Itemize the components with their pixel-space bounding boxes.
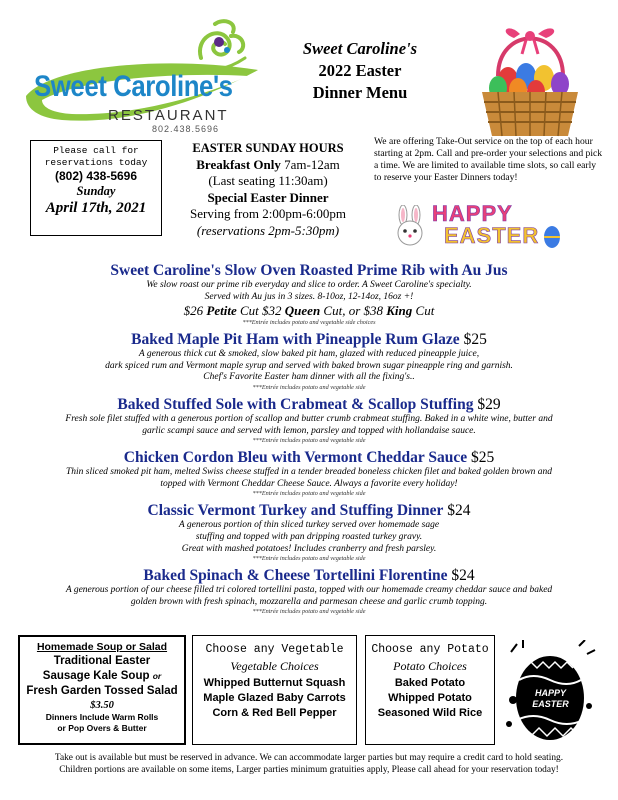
vegetable-item: Whipped Butternut Squash [203, 677, 346, 689]
menu-item-turkey [18, 502, 600, 563]
entree-note: ***Entrée includes potato and vegetable side [252, 383, 366, 391]
item-title: Chicken Cordon Bleu with Vermont Cheddar Sauce $25 [123, 449, 495, 467]
vegetable-box [192, 635, 357, 745]
potato-item: Seasoned Wild Rice [377, 707, 483, 719]
restaurant-logo [22, 18, 252, 134]
item-desc: dark spiced rum and Vermont maple syrup and served with baked brown sugar pineapple ring and garnish. [105, 360, 513, 371]
menu-title [265, 38, 455, 104]
hours-breakfast: Breakfast Only 7am-12am [196, 156, 340, 172]
entree-note: ***Entrée includes potato and vegetable side [252, 437, 366, 445]
reservation-date: April 17th, 2021 [45, 200, 147, 216]
item-desc: garlic scampi sauce and served with lemon, parsley and topped with hollandaise sauce. [142, 425, 476, 436]
happy-word: HAPPY [432, 201, 513, 226]
item-desc: Thin sliced smoked pit ham, melted Swiss cheese stuffed in a tender breaded boneless chicken filet and baked golden brown and [65, 467, 553, 478]
logo-phone: 802.438.5696 [152, 124, 220, 134]
footer-note [18, 752, 600, 776]
reservation-box [30, 140, 162, 236]
title-line2: 2022 Easter [318, 61, 402, 80]
potato-heading: Choose any Potato [371, 643, 489, 656]
reservation-line2: reservations today [44, 157, 148, 168]
bunny-icon [390, 205, 430, 249]
item-title: Baked Maple Pit Ham with Pineapple Rum Glaze $25 [131, 331, 487, 349]
takeout-note: We are offering Take-Out service on the top of each hour starting at 2pm. Call and pre-order your selections and pick a time. We are limited to available time slots, so call early to reserve your Easter Dinners today! [374, 136, 603, 183]
footer-line2: Children portions are available on some items, Larger parties minimum gratuities apply, Please call ahead for your reservation today! [59, 765, 559, 775]
soup-heading: Homemade Soup or Salad [36, 641, 168, 653]
item-desc: A generous portion of our cheese filled tri colored tortellini pasta, topped with our homemade creamy cheddar sauce and baked [65, 585, 553, 596]
reservation-line1: Please call for [53, 145, 139, 156]
easter-basket-icon [468, 18, 593, 140]
vegetable-heading: Choose any Vegetable [205, 643, 344, 656]
egg-easter-word: EASTER [532, 699, 569, 709]
item-title: Baked Stuffed Sole with Crabmeat & Scallop Stuffing $29 [117, 395, 501, 413]
logo-subtitle: RESTAURANT [108, 107, 229, 124]
item-desc: Chef's Favorite Easter ham dinner with all the fixing's.. [203, 372, 415, 383]
reservation-phone: (802) 438-5696 [54, 169, 138, 183]
egg-icon [542, 225, 562, 249]
menu-item-sole [18, 396, 600, 445]
hours-heading: EASTER SUNDAY HOURS [192, 141, 344, 155]
item-desc: golden brown with fresh spinach, mozzarella and parmesan cheese and garlic crumb topping. [130, 596, 488, 607]
item-desc: Served with Au jus in 3 sizes. 8-10oz, 12-14oz, 16oz +! [204, 291, 414, 302]
item-desc: Great with mashed potatoes! Includes cranberry and fresh parsley. [181, 543, 437, 554]
happy-easter-graphic [390, 203, 565, 251]
item-title: Baked Spinach & Cheese Tortellini Florentine $24 [143, 567, 475, 585]
soup-salad-box [18, 635, 186, 745]
item-desc: Fresh sole filet stuffed with a generous portion of scallop and butter crumb crabmeat stuffing. Baked in a white wine, butter and [65, 413, 553, 424]
entree-note: ***Entrée includes potato and vegetable side choices [242, 319, 376, 327]
menu-item-cordon-bleu [18, 449, 600, 498]
easter-word: EASTER [444, 223, 540, 248]
hours-last-seating: (Last seating 11:30am) [208, 173, 328, 188]
rolls-note: Dinners Include Warm Rolls [45, 712, 159, 722]
menu-item-prime-rib [18, 262, 600, 327]
egg-happy-word: HAPPY [534, 688, 566, 698]
menu-item-ham [18, 331, 600, 392]
potato-box [365, 635, 495, 745]
menu-items [18, 262, 600, 620]
vegetable-item: Maple Glazed Baby Carrots [203, 692, 346, 704]
potato-item: Baked Potato [394, 677, 466, 689]
entree-note: ***Entrée includes potato and vegetable side [252, 555, 366, 563]
entree-note: ***Entrée includes potato and vegetable side [252, 490, 366, 498]
title-line3: Dinner Menu [312, 83, 408, 102]
soup-item: Traditional Easter [53, 655, 151, 667]
vegetable-item: Corn & Red Bell Pepper [212, 707, 337, 719]
footer-line1: Take out is available but must be reserved in advance. We can accommodate larger parties but may require a credit card to hold seating. [54, 753, 564, 763]
hours-reservations: (reservations 2pm-5:30pm) [196, 222, 340, 238]
menu-item-tortellini [18, 567, 600, 616]
item-desc: We slow roast our prime rib everyday and slice to order. A Sweet Caroline's specialty. [146, 280, 472, 290]
item-title: Classic Vermont Turkey and Stuffing Dinner $24 [147, 502, 471, 520]
hours-serving: Serving from 2:00pm-6:00pm [190, 206, 346, 221]
hours-special: Special Easter Dinner [207, 189, 329, 205]
potato-item: Whipped Potato [388, 692, 472, 704]
rolls-note: or Pop Overs & Butter [57, 723, 147, 733]
easter-egg-graphic [503, 640, 598, 745]
item-prices: $26 Petite Cut $32 Queen Cut, or $38 King Cut [183, 303, 435, 319]
potato-subheading: Potato Choices [393, 659, 467, 673]
easter-hours [168, 140, 368, 239]
item-desc: A generous portion of thin sliced turkey served over homemade sage [178, 520, 440, 531]
reservation-day: Sunday [76, 184, 116, 198]
item-desc: A generous thick cut & smoked, slow baked pit ham, glazed with reduced pineapple juice, [138, 349, 480, 360]
title-line1: Sweet Caroline's [302, 39, 418, 58]
vegetable-subheading: Vegetable Choices [230, 659, 319, 673]
entree-note: ***Entrée includes potato and vegetable side [252, 608, 366, 616]
salad-item: Fresh Garden Tossed Salad [26, 685, 178, 697]
item-title: Sweet Caroline's Slow Oven Roasted Prime Rib with Au Jus [110, 262, 508, 279]
item-desc: stuffing and topped with pan dripping roasted turkey gravy. [195, 531, 423, 542]
item-desc: topped with Vermont Cheddar Cheese Sauce. Always a favorite every holiday! [160, 478, 458, 489]
soup-price: $3.50 [90, 700, 114, 711]
logo-name: Sweet Caroline's [34, 70, 233, 103]
soup-item: Sausage Kale Soup or [42, 670, 162, 682]
